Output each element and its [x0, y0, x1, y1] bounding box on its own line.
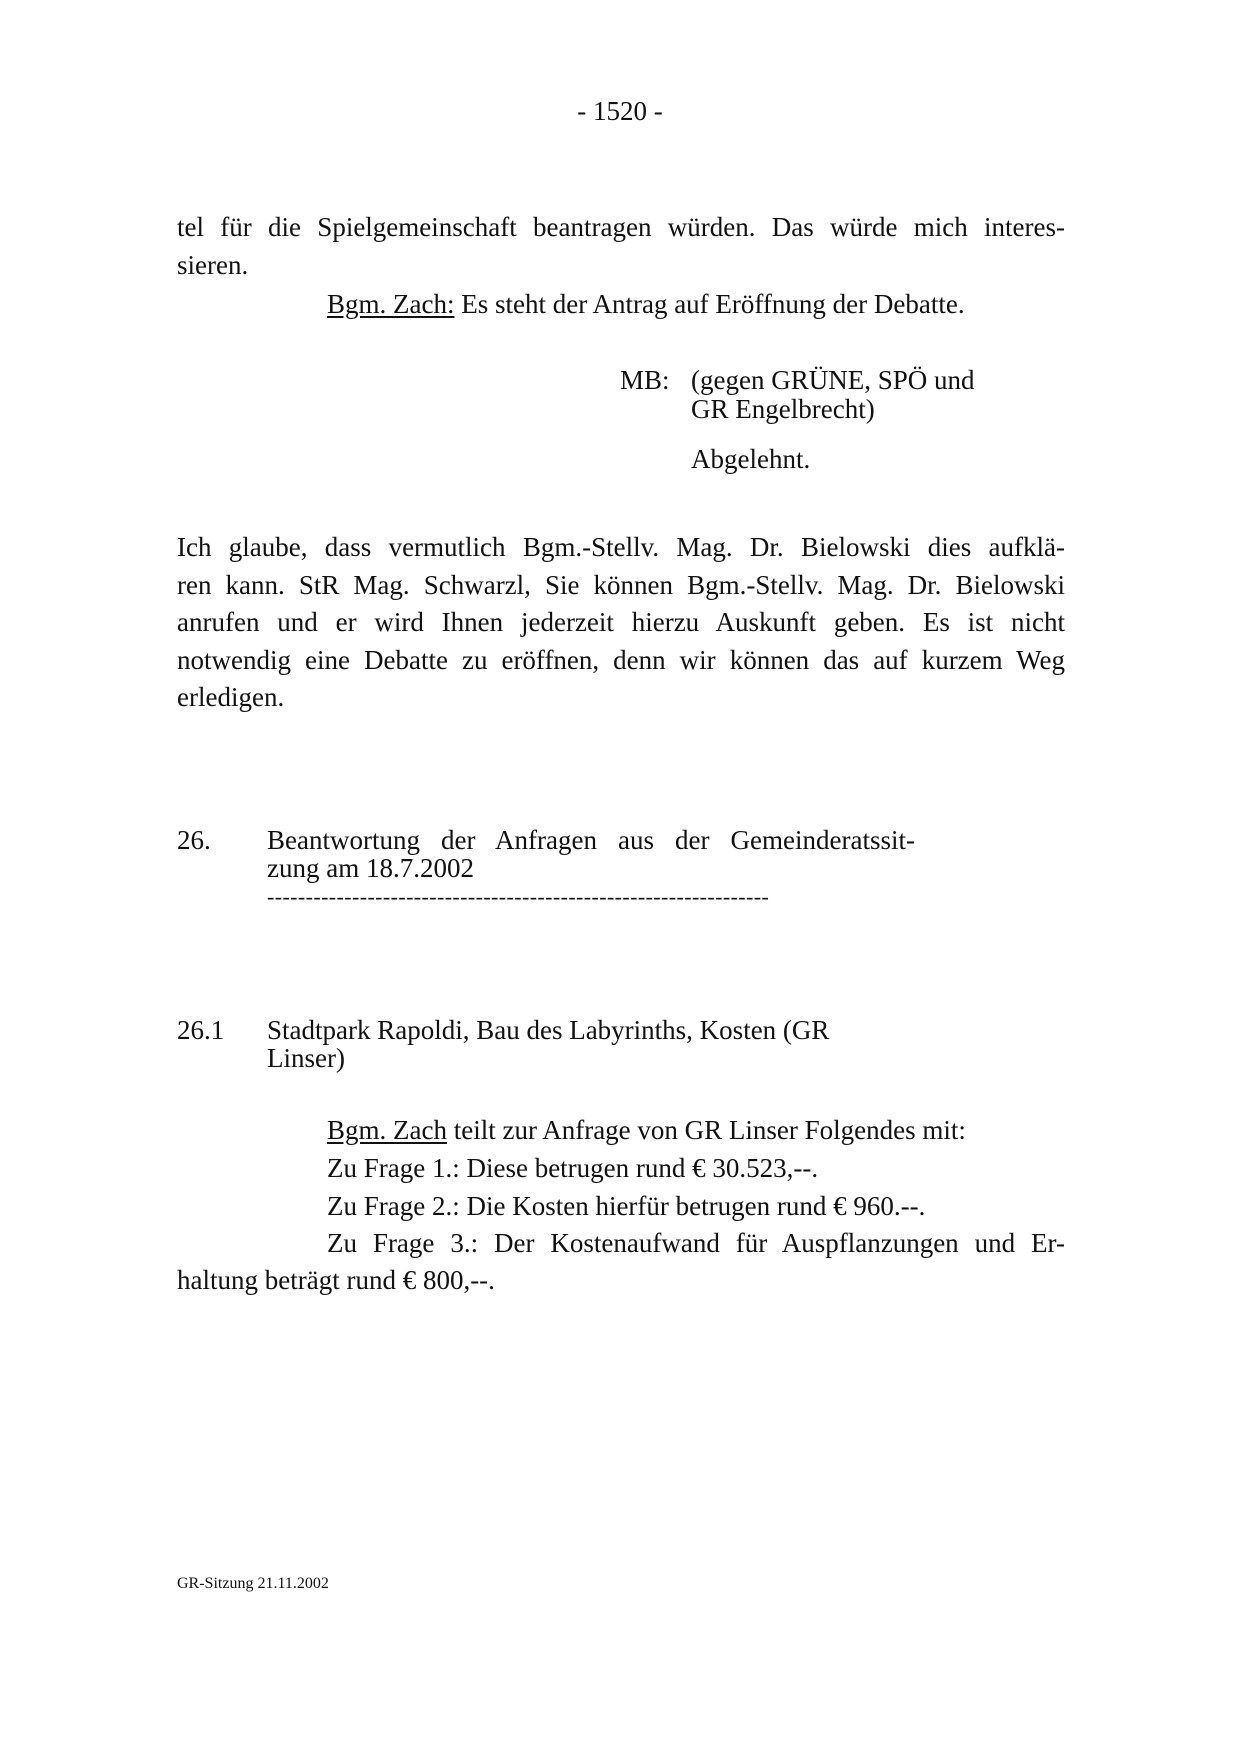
paragraph-line: ren kann. StR Mag. Schwarzl, Sie können Bgm.-Stellv. Mag. Dr. Bielowski: [177, 569, 1065, 600]
intro-line-1: tel für die Spielgemeinschaft beantragen würden. Das würde mich interes-: [177, 212, 1065, 242]
item-26-title-line-2: zung am 18.7.2002: [267, 853, 474, 883]
speaker-name: Bgm. Zach:: [327, 289, 455, 319]
answer-speaker: Bgm. Zach: [327, 1115, 447, 1145]
vote-detail-line-2: GR Engelbrecht): [691, 394, 875, 424]
answer-question-3-line-2: haltung beträgt rund € 800,--.: [177, 1265, 495, 1295]
intro-paragraph: [177, 209, 1065, 284]
vote-label: MB:: [620, 365, 670, 395]
paragraph-bielowski: [177, 529, 1065, 717]
answer-intro: [327, 1112, 966, 1149]
footer-session-date: GR-Sitzung 21.11.2002: [177, 1575, 329, 1592]
answer-question-2: Zu Frage 2.: Die Kosten hierfür betrugen rund € 960.--.: [327, 1191, 926, 1221]
item-26-1-title-line-2: Linser): [267, 1043, 345, 1073]
answer-question-3-line-1: Zu Frage 3.: Der Kostenaufwand für Auspflanzungen und Er-: [327, 1228, 1065, 1258]
paragraph-line: anrufen und er wird Ihnen jederzeit hierzu Auskunft geben. Es ist nicht: [177, 607, 1065, 637]
statement-bgm-zach: [327, 286, 965, 323]
item-26-number: 26.: [177, 825, 211, 855]
item-26-1-title-line-1: Stadtpark Rapoldi, Bau des Labyrinths, Kosten (GR: [267, 1015, 830, 1045]
paragraph-line: Ich glaube, dass vermutlich Bgm.-Stellv. Mag. Dr. Bielowski dies aufklä-: [177, 532, 1065, 562]
paragraph-line-last: erledigen.: [177, 682, 285, 712]
answer-question-1: Zu Frage 1.: Diese betrugen rund € 30.523,--.: [327, 1153, 819, 1183]
item-26-title-line-1: Beantwortung der Anfragen aus der Gemeinderatssit-: [267, 825, 915, 855]
item-26-1-number: 26.1: [177, 1015, 225, 1045]
vote-result: Abgelehnt.: [691, 444, 811, 474]
item-26-rule: -----------------------------------------------------------------: [267, 884, 770, 909]
statement-text: Es steht der Antrag auf Eröffnung der Debatte.: [454, 289, 965, 319]
vote-detail-line-1: (gegen GRÜNE, SPÖ und: [691, 365, 975, 395]
answer-intro-text: teilt zur Anfrage von GR Linser Folgendes mit:: [446, 1115, 966, 1145]
intro-line-2: sieren.: [177, 249, 249, 280]
page-number: - 1520 -: [577, 96, 663, 126]
paragraph-line: notwendig eine Debatte zu eröffnen, denn wir können das auf kurzem Weg: [177, 644, 1065, 675]
